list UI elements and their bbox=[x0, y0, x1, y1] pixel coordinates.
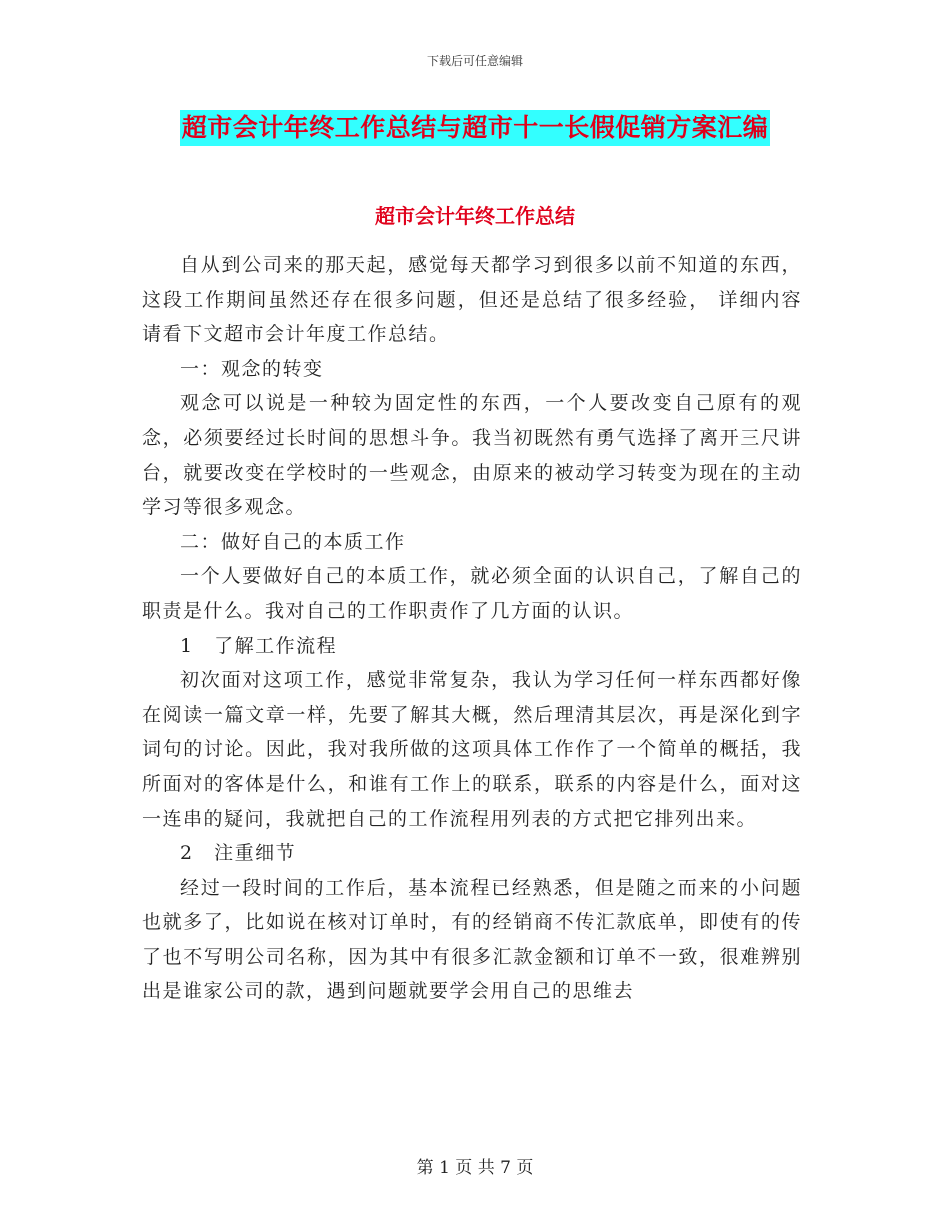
paragraph-workflow: 初次面对这项工作，感觉非常复杂，我认为学习任何一样东西都好像在阅读一篇文章一样，先要了解其大概，然后理清其层次，再是深化到字词句的讨论。因此，我对我所做的这项具体工作作了一个简单的概括，我所面对的客体是什么，和谁有工作上的联系，联系的内容是什么，面对这一连串的疑问，我就把自己的工作流程用列表的方式把它排列出来。 bbox=[142, 669, 802, 830]
heading-do-own-work: 二：做好自己的本质工作 bbox=[180, 530, 406, 553]
section-title: 超市会计年终工作总结 bbox=[375, 204, 575, 228]
paragraph-concept-change: 观念可以说是一种较为固定性的东西，一个人要改变自己原有的观念，必须要经过长时间的思想斗争。我当初既然有勇气选择了离开三尺讲台，就要改变在学校时的一些观念，由原来的被动学习转变为现在的主动学习等很多观念。 bbox=[142, 392, 802, 519]
page-number: 第 1 页 共 7 页 bbox=[416, 1158, 534, 1178]
heading-concept-change: 一：观念的转变 bbox=[180, 357, 324, 380]
document-body bbox=[142, 248, 802, 1009]
main-title: 超市会计年终工作总结与超市十一长假促销方案汇编 bbox=[180, 110, 771, 146]
page-header-note: 下载后可任意编辑 bbox=[426, 54, 523, 68]
main-title-container bbox=[0, 110, 950, 146]
paragraph-do-own-work: 一个人要做好自己的本质工作，就必须全面的认识自己，了解自己的职责是什么。我对自己的工作职责作了几方面的认识。 bbox=[142, 565, 802, 622]
paragraph-details: 经过一段时间的工作后，基本流程已经熟悉，但是随之而来的小问题也就多了，比如说在核对订单时，有的经销商不传汇款底单，即使有的传了也不写明公司名称，因为其中有很多汇款金额和订单不一致，很难辨别出是谁家公司的款，遇到问题就要学会用自己的思维去 bbox=[142, 876, 802, 1003]
heading-workflow: 1 了解工作流程 bbox=[180, 634, 338, 657]
heading-details: 2 注重细节 bbox=[180, 842, 297, 865]
paragraph-intro: 自从到公司来的那天起，感觉每天都学习到很多以前不知道的东西，这段工作期间虽然还存在很多问题，但还是总结了很多经验， 详细内容请看下文超市会计年度工作总结。 bbox=[142, 254, 802, 346]
